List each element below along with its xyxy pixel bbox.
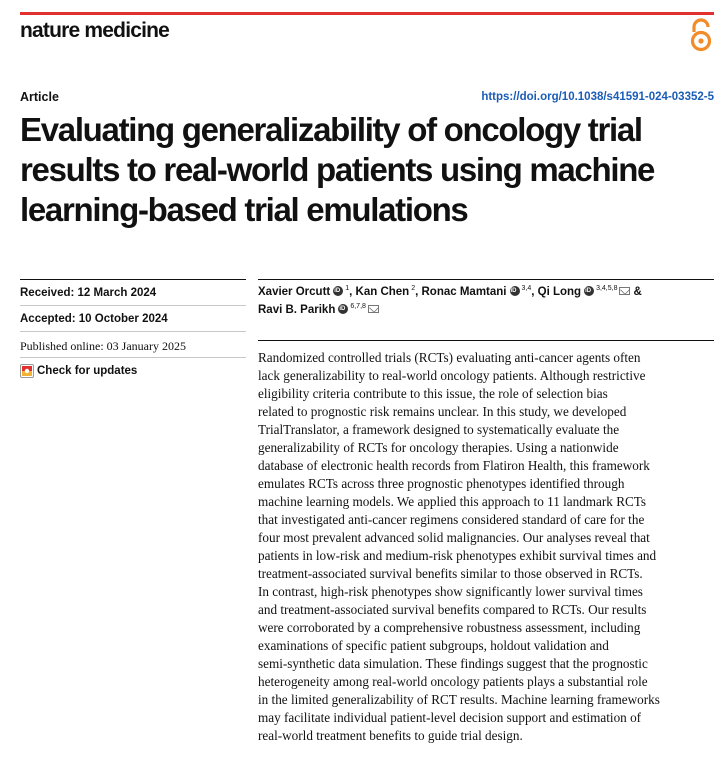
abstract-line: semi-synthetic data simulation. These findings suggest that the prognostic [258, 656, 648, 671]
author-list-line-1 [258, 286, 642, 298]
abstract-line: related to prognostic risk remains unclear. In this study, we developed [258, 404, 627, 419]
affiliation-marker: 3,4,5,8 [596, 284, 618, 292]
abstract-line: lack generalizability to real-world oncology patients. Although restrictive [258, 368, 646, 383]
affiliation-marker: 2 [411, 284, 416, 292]
orcid-icon[interactable] [333, 286, 343, 296]
article-title-line-2: results to real-world patients using machine [20, 151, 655, 188]
abstract-line: examinations of specific patient subgroups, holdout validation and [258, 638, 609, 653]
doi-link[interactable]: https://doi.org/10.1038/s41591-024-03352-5 [481, 91, 714, 103]
received-date: Received: 12 March 2024 [20, 287, 157, 299]
abstract-line: that investigated anti-cancer regimens considered standard of care for the [258, 512, 645, 527]
orcid-icon[interactable] [338, 304, 348, 314]
journal-accent-bar [20, 12, 714, 15]
abstract-line: machine learning models. We applied this approach to 11 landmark RCTs [258, 494, 647, 509]
abstract-line: database of electronic health records from Flatiron Health, this framework [258, 458, 650, 473]
author-name[interactable]: Ravi B. Parikh [258, 304, 336, 316]
abstract-line: Randomized controlled trials (RCTs) evaluating anti-cancer agents often [258, 350, 641, 365]
article-title-line-1: Evaluating generalizability of oncology trial [20, 111, 642, 148]
affiliation-marker: 1 [345, 284, 350, 292]
abstract-line: four most prevalent advanced solid malignancies. Our analyses reveal that [258, 530, 650, 545]
divider [20, 331, 246, 332]
abstract-line: treatment-associated survival benefits similar to those observed in RCTs. [258, 566, 643, 581]
author-name[interactable]: Xavier Orcutt [258, 286, 331, 298]
open-access-lock-icon[interactable] [688, 18, 714, 52]
author-list-line-2 [258, 304, 379, 316]
author-separator: & [633, 286, 642, 298]
published-online-date: Published online: 03 January 2025 [20, 339, 186, 353]
abstract-line: emulates RCTs across three prognostic phenotypes identified through [258, 476, 625, 491]
abstract-line: heterogeneity among real-world oncology patients plays a substantial role [258, 674, 648, 689]
abstract-top-rule [258, 340, 714, 341]
orcid-icon[interactable] [510, 286, 520, 296]
article-title-line-3: learning-based trial emulations [20, 191, 468, 228]
divider [20, 357, 246, 358]
author-name[interactable]: , Qi Long [531, 286, 582, 298]
abstract-line: TrialTranslator, a framework designed to systematically evaluate the [258, 422, 620, 437]
journal-name[interactable]: nature medicine [20, 19, 170, 42]
authors-top-rule [258, 279, 714, 280]
abstract-line: patients in low-risk and medium-risk phenotypes exhibit survival times and [258, 548, 657, 563]
author-name[interactable]: , Ronac Mamtani [415, 286, 507, 298]
email-icon[interactable] [619, 287, 630, 295]
abstract-line: may facilitate individual patient-level decision support and estimation of [258, 710, 642, 725]
abstract-line: and treatment-associated survival benefits compared to RCTs. Our results [258, 602, 647, 617]
accepted-date: Accepted: 10 October 2024 [20, 313, 168, 325]
abstract-line: in the limited generalizability of RCT results. Machine learning frameworks [258, 692, 660, 707]
abstract-line: generalizability of RCTs for oncology therapies. Using a nationwide [258, 440, 619, 455]
affiliation-marker: 6,7,8 [350, 302, 366, 310]
article-type-label: Article [20, 90, 59, 104]
divider [20, 305, 246, 306]
sidebar-top-rule [20, 279, 246, 280]
abstract-line: In contrast, high-risk phenotypes show significantly lower survival times [258, 584, 643, 599]
check-for-updates-icon [20, 364, 34, 378]
author-name[interactable]: , Kan Chen [349, 286, 410, 298]
check-for-updates-button[interactable] [20, 364, 137, 378]
abstract-line: were corroborated by a comprehensive robustness assessment, including [258, 620, 641, 635]
affiliation-marker: 3,4 [521, 284, 532, 292]
abstract-line: eligibility criteria contribute to this issue, the role of selection bias [258, 386, 608, 401]
email-icon[interactable] [368, 305, 379, 313]
orcid-icon[interactable] [584, 286, 594, 296]
check-for-updates-label: Check for updates [37, 365, 138, 377]
abstract-line: real-world treatment benefits to guide trial design. [258, 728, 523, 743]
